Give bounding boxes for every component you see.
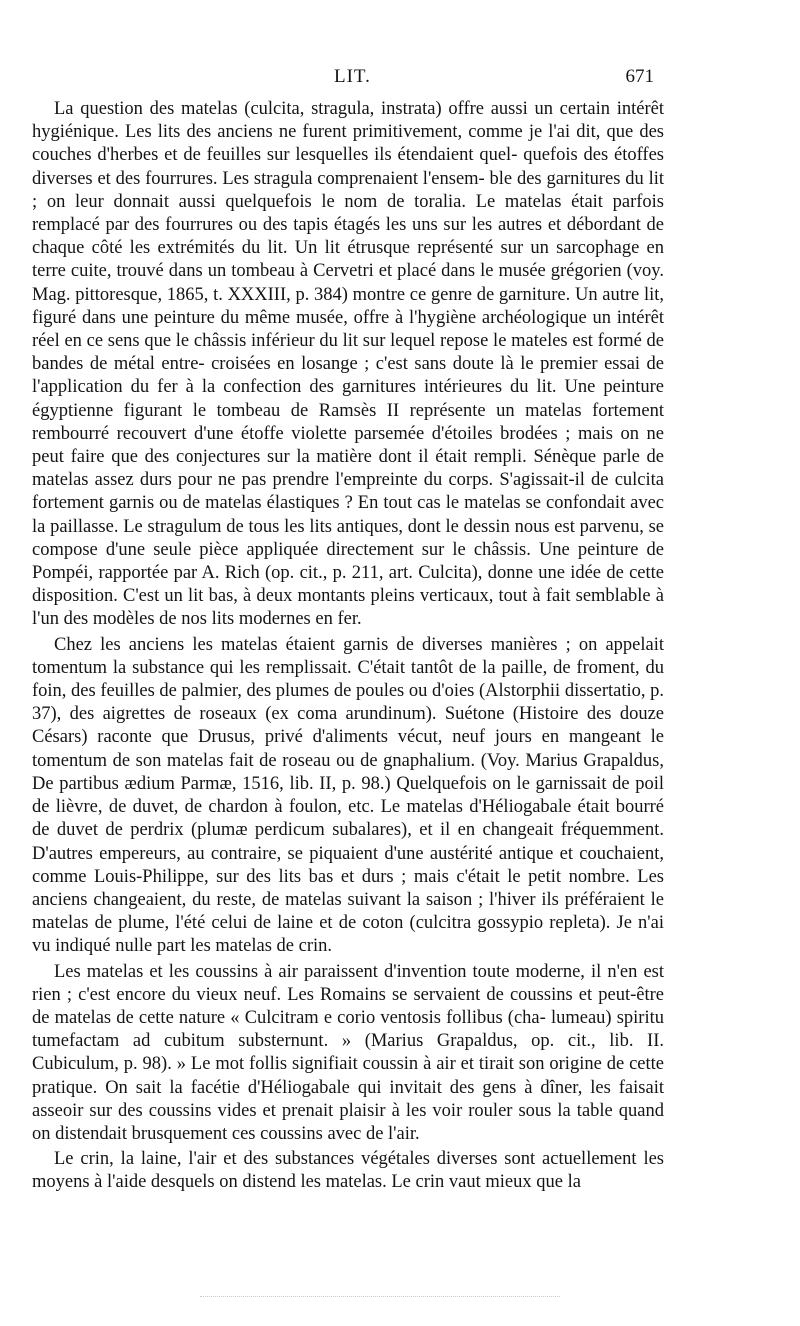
text-line: tomentum la substance qui les remplissait. C'était tantôt de la paille, de froment,: [32, 657, 640, 678]
text-line: représenté sur un sarcophage en terre cuite, trouvé dans un tombeau à Cervetri: [32, 238, 665, 282]
text-line: montre ce genre de garniture. Un autre lit, figuré dans une peinture du même: [32, 284, 664, 328]
text-line: inférieur du lit sur lequel repose le mateles est formé de bandes de métal entre-: [32, 331, 664, 375]
text-line: bas et durs ; mais c'était le petit nombre. Les anciens changeaient, du reste, de: [32, 866, 665, 910]
text-line: Le matelas d'Héliogabale était bourré de duvet de perdrix (plumæ perdicum: [32, 797, 664, 841]
text-line: est rien ; c'est encore du vieux neuf. Les Romains se servaient de coussins et: [32, 961, 664, 1005]
text-line: à dîner, les faisait asseoir sur des coussins vides et prenait plaisir à les voir rouler: [32, 1077, 664, 1121]
text-line: durs pour ne pas prendre l'empreinte du corps. S'agissait-il de culcita fortement: [32, 470, 665, 514]
text-line: conjectures sur la matière dont il était rempli. Sénèque parle de matelas assez: [32, 447, 665, 491]
text-line: garnis ou de matelas élastiques ? En tout cas le matelas se confondait avec la: [32, 493, 665, 537]
paragraph: [32, 961, 664, 1147]
text-line: la confection des garnitures intérieures du lit. Une peinture égyptienne figurant: [32, 377, 664, 421]
text-line: les moyens à l'aide desquels on distend les matelas. Le crin vaut mieux que la: [32, 1149, 664, 1193]
text-line: intérêt hygiénique. Les lits des anciens ne furent primitivement, comme je l'ai: [32, 99, 665, 143]
text-line: (Voy. Marius Grapaldus, De partibus ædium Parmæ, 1516, lib. II, p. 98.): [32, 750, 664, 794]
text-line: et placé dans le musée grégorien (voy. Mag. pittoresque, 1865, t. XXXIII, p. 384): [32, 261, 664, 305]
bottom-rule: [200, 1296, 560, 1297]
text-line: subalares), et il en changeait fréquemment. D'autres empereurs, au contraire, se: [32, 820, 665, 864]
text-line: de cette disposition. C'est un lit bas, à deux montants pleins verticaux, tout à: [32, 563, 664, 607]
text-line: se compose d'une seule pièce appliquée directement sur le châssis. Une peinture: [32, 516, 665, 560]
text-line: Le matelas était parfois remplacé par des fourrures ou des tapis étagés les uns: [32, 191, 665, 236]
text-line: fait semblable à l'un des modèles de nos lits modernes en fer.: [32, 586, 664, 630]
body-text: [32, 98, 664, 1195]
text-line: matelas suivant la saison ; l'hiver ils préféraient le matelas de plume, l'été celui: [32, 889, 664, 934]
running-head: LIT.: [334, 66, 371, 87]
page-header: [32, 66, 664, 96]
text-line: sur les autres et débordant de chaque côté les extrémités du lit. Un lit étrusque: [32, 215, 664, 259]
text-line: peut-être de matelas de cette nature « Culcitram e corio ventosis follibus (cha-: [32, 984, 665, 1028]
text-line: (Histoire des douze Césars) raconte que Drusus, privé d'aliments vécut, neuf: [32, 704, 664, 748]
text-line: son origine de cette pratique. On sait la facétie d'Héliogabale qui invitait des gens: [32, 1054, 665, 1098]
text-line: La question des matelas (culcita, stragula, instrata) offre aussi un certain: [54, 99, 611, 119]
text-line: du foin, des feuilles de palmier, des plumes de poules ou d'oies (Alstorphii: [32, 657, 664, 702]
text-line: sous la table quand on distendait brusquement ces coussins avec de l'air.: [32, 1100, 664, 1144]
paragraph: [32, 1148, 664, 1194]
text-line: musée, offre à l'hygiène archéologique un intérêt réel en ce sens que le châssis: [32, 307, 665, 352]
text-line: de laine et de coton (culcitra gossypio repleta). Je n'ai vu indiqué nulle part les: [32, 913, 664, 957]
text-line: Les matelas et les coussins à air paraissent d'invention toute moderne, il n'en: [54, 961, 638, 982]
text-line: dissertatio, p. 37), des aigrettes de roseaux (ex coma arundinum). Suétone: [32, 681, 664, 725]
text-line: piquaient d'une austérité antique et couchaient, comme Louis-Philippe, sur des lits: [32, 843, 665, 887]
text-line: d'une étoffe violette parsemée d'étoiles brodées ; mais on ne peut faire que des: [32, 423, 665, 468]
paragraph: [32, 98, 664, 632]
text-line: Quelquefois on le garnissait de poil de lièvre, de duvet, de chardon à foulon, etc.: [32, 773, 665, 818]
text-line: Le crin, la laine, l'air et des substances végétales diverses sont actuellement: [54, 1149, 637, 1170]
page-number: 671: [625, 66, 654, 87]
text-line: de Pompéi, rapportée par A. Rich (op. cit., p. 211, art. Culcita), donne une idée: [32, 539, 664, 584]
text-line: quefois des étoffes diverses et des fourrures. Les stragula comprenaient l'ensem-: [32, 145, 665, 189]
text-line: cit., lib. II. Cubiculum, p. 98). » Le mot follis signifiait coussin à air et tirait: [32, 1031, 665, 1075]
text-line: Chez les anciens les matelas étaient garnis de diverses manières ; on appelait: [54, 634, 664, 655]
text-line: jours en mangeant le tomentum de son matelas fait de roseau ou de gnaphalium.: [32, 727, 664, 771]
text-line: ble des garnitures du lit ; on leur donnait aussi quelquefois le nom de toralia.: [32, 168, 664, 212]
text-line: lumeau) spiritu tumefactam ad cubitum substernunt. » (Marius Grapaldus, op.: [32, 1007, 664, 1052]
text-line: croisées en losange ; c'est sans doute là le premier essai de l'application du fer à: [32, 354, 665, 398]
text-line: le tombeau de Ramsès II représente un matelas fortement rembourré recouvert: [32, 400, 665, 444]
paragraph: [32, 634, 664, 959]
text-line: matelas de crin.: [215, 936, 333, 957]
text-line: paillasse. Le stragulum de tous les lits antiques, dont le dessin nous est parvenu,: [50, 516, 644, 537]
text-line: dit, que des couches d'herbes et de feuilles sur lesquelles ils étendaient quel-: [32, 122, 665, 166]
